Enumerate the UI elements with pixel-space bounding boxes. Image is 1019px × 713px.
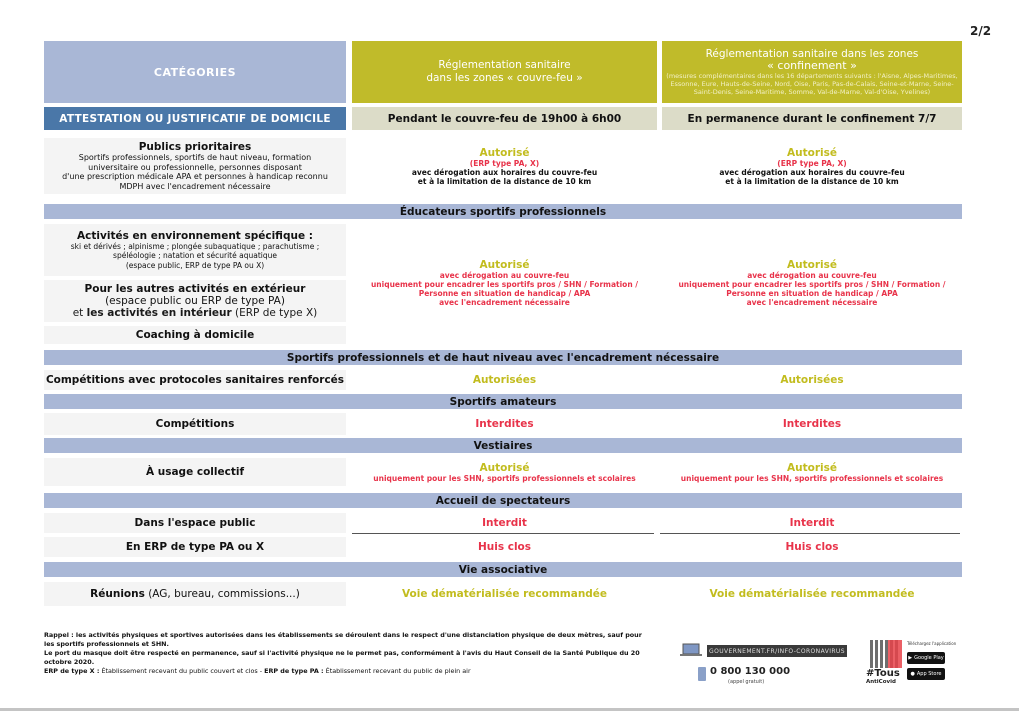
attestation-label: ATTESTATION OU JUSTIFICATIF DE DOMICILE (44, 107, 346, 130)
masque-note: Le port du masque doit être respecté en permanence, sauf si l'activité physique ne le permet pas, conformément à l'avis du Haut Conseil de la Santé Publique du 20 octobre 2020. (44, 649, 640, 666)
gov-url-link[interactable]: GOUVERNEMENT.FR/INFO-CORONAVIRUS (707, 645, 847, 657)
status-authorized: Autorisées (472, 374, 537, 386)
espace-public-cell (44, 513, 346, 533)
page-number: 2/2 (970, 24, 992, 38)
condition-line: avec dérogation au couvre-feu (439, 271, 570, 280)
autres-activites-line: et (72, 307, 87, 319)
erp-couvre-feu (352, 537, 657, 557)
env-specifique-line: ski et dérivés ; alpinisme ; plongée subaquatique ; parachutisme ; (70, 241, 320, 251)
reunions-label-bold: Réunions (90, 588, 145, 600)
condition-line: avec dérogation au couvre-feu (747, 271, 877, 280)
header-confinement (662, 41, 962, 103)
download-text: Téléchargez l'application (907, 641, 957, 646)
autres-activites-title: Pour les autres activités en extérieur (84, 283, 306, 295)
section-vie-associative: Vie associative (44, 562, 962, 577)
coaching-label: Coaching à domicile (135, 329, 255, 341)
status-forbidden: Interdites (475, 418, 534, 430)
phone-note: (appel gratuit) (728, 679, 765, 685)
confinement-hours: En permanence durant le confinement 7/7 (662, 107, 962, 130)
header-confinement-details: (mesures complémentaires dans les 16 départements suivants : l'Aisne, Alpes-Maritimes, Essonne, Eure, Hauts-de-Seine, Nord, Oise, Paris, Pas-de-Calais, Seine-et-Marne, Seine-Saint-Denis, Seine-Maritime, Somme, Val-de-Marne, Val-d'Oise, Yvelines) (666, 72, 958, 96)
status-recommended: Voie dématérialisée recommandée (401, 588, 608, 600)
erp-pa-label: ERP de type PA : (264, 667, 324, 675)
condition-line: uniquement pour les SHN, sportifs professionnels et scolaires (373, 473, 636, 483)
competitions-amateurs-label: Compétitions (155, 418, 235, 430)
phone-number[interactable]: 0 800 130 000 (710, 666, 791, 677)
vestiaires-couvre-feu (352, 458, 657, 486)
erp-note: (ERP type PA, X) (777, 158, 847, 168)
publics-desc-line: d'une prescription médicale APA et personnes à handicap reconnu (62, 172, 328, 181)
erp-cell (44, 537, 346, 557)
condition-line: uniquement pour les SHN, sportifs professionnels et scolaires (680, 473, 944, 483)
reunions-label-rest: (AG, bureau, commissions...) (144, 588, 300, 600)
status-huis-clos: Huis clos (785, 541, 839, 553)
status-huis-clos: Huis clos (477, 541, 532, 553)
condition-line: uniquement pour encadrer les sportifs pros / SHN / Formation / (678, 280, 946, 289)
competitions-amateurs-cell (44, 413, 346, 435)
status-authorized: Autorisé (787, 259, 837, 271)
espace-public-label: Dans l'espace public (134, 517, 256, 529)
footer-notes (44, 631, 654, 677)
env-specifique-line: spéléologie ; natation et sécurité aquatique (113, 251, 277, 261)
status-authorized: Autorisées (780, 374, 844, 386)
tous-label: #Tous (866, 668, 900, 679)
condition-line: et à la limitation de la distance de 10 km (725, 176, 899, 186)
autres-activites-bold: les activités en intérieur (86, 307, 232, 319)
condition-line: avec dérogation aux horaires du couvre-feu (411, 167, 598, 177)
status-forbidden: Interdit (482, 517, 527, 529)
apple-icon: ● (910, 671, 915, 677)
reunions-cell (44, 582, 346, 606)
laptop-icon (680, 643, 702, 657)
erp-confinement (662, 537, 962, 557)
autres-activites-cell (44, 280, 346, 322)
app-store-button[interactable] (907, 668, 945, 680)
publics-confinement-cell (662, 140, 962, 192)
condition-line: avec l'encadrement nécessaire (439, 298, 570, 307)
autres-activites-line: (espace public ou ERP de type PA) (105, 295, 285, 307)
header-confinement-line2: « confinement » (767, 59, 857, 72)
couvre-feu-hours: Pendant le couvre-feu de 19h00 à 6h00 (352, 107, 657, 130)
page-bottom-border (0, 708, 1019, 711)
publics-desc-line: MDPH avec l'encadrement nécessaire (119, 181, 271, 191)
condition-line: Personne en situation de handicap / APA (418, 289, 591, 298)
section-pros-hn: Sportifs professionnels et de haut niveau avec l'encadrement nécessaire (44, 350, 962, 365)
condition-line: avec l'encadrement nécessaire (746, 298, 878, 307)
reunions-confinement (662, 582, 962, 606)
autres-activites-line: (ERP de type X) (231, 307, 318, 319)
condition-line: et à la limitation de la distance de 10 km (417, 176, 592, 186)
reunions-couvre-feu (352, 582, 657, 606)
rappel-note: Rappel : les activités physiques et sportives autorisées dans les établissements se déroulent dans le respect d'une distanciation physique de deux mètres, sauf pour les sportifs professionnels et SHN. (44, 631, 642, 648)
vestiaires-confinement (662, 458, 962, 486)
condition-line: avec dérogation aux horaires du couvre-feu (719, 167, 905, 177)
publics-desc-line: Sportifs professionnels, sportifs de haut niveau, formation (78, 153, 312, 162)
env-specifique-line: (espace public, ERP de type PA ou X) (125, 260, 265, 270)
competitions-pros-label: Compétitions avec protocoles sanitaires renforcés (45, 374, 345, 386)
educateurs-confinement-cell (662, 252, 962, 314)
header-couvre-feu-line1: Réglementation sanitaire (438, 59, 571, 71)
publics-couvre-feu-cell (352, 140, 657, 192)
erp-label: En ERP de type PA ou X (125, 541, 265, 553)
status-forbidden: Interdites (782, 418, 842, 430)
educateurs-couvre-feu-cell (352, 252, 657, 314)
vestiaires-label: À usage collectif (145, 466, 245, 478)
section-spectateurs: Accueil de spectateurs (44, 493, 962, 508)
phone-icon (698, 667, 706, 681)
erp-note: (ERP type PA, X) (469, 158, 540, 168)
divider (660, 533, 960, 534)
env-specifique-title: Activités en environnement spécifique : (77, 229, 313, 242)
condition-line: Personne en situation de handicap / APA (726, 289, 898, 298)
env-specifique-cell (44, 224, 346, 276)
competitions-pros-confinement (662, 370, 962, 390)
coaching-cell (44, 326, 346, 344)
status-recommended: Voie dématérialisée recommandée (709, 588, 915, 600)
status-authorized: Autorisé (479, 146, 530, 159)
google-play-button[interactable] (907, 652, 945, 664)
qr-code-accent (888, 640, 902, 668)
espace-public-confinement (662, 513, 962, 533)
erp-x-label: ERP de type X : (44, 667, 100, 675)
espace-public-couvre-feu (352, 513, 657, 533)
google-play-label: Google Play (914, 655, 944, 661)
status-authorized: Autorisé (479, 259, 530, 271)
publics-prioritaires-title: Publics prioritaires (138, 141, 252, 153)
erp-x-text: Établissement recevant du public couvert et clos - (99, 667, 265, 675)
status-authorized: Autorisé (479, 461, 530, 474)
competitions-pros-cell (44, 370, 346, 390)
anticovid-label: AntiCovid (866, 679, 896, 685)
status-forbidden: Interdit (789, 517, 835, 529)
competitions-amateurs-couvre-feu (352, 413, 657, 435)
condition-line: uniquement pour encadrer les sportifs pros / SHN / Formation / (370, 280, 639, 289)
status-authorized: Autorisé (787, 461, 837, 474)
divider (352, 533, 654, 534)
header-categories: CATÉGORIES (44, 41, 346, 103)
erp-pa-text: Établissement recevant du public de plein air (323, 667, 471, 675)
competitions-pros-couvre-feu (352, 370, 657, 390)
vestiaires-cell (44, 458, 346, 486)
status-authorized: Autorisé (787, 146, 837, 159)
publics-desc-line: universitaire ou professionnelle, personnes disposant (88, 162, 302, 172)
play-icon: ▶ (908, 655, 913, 661)
section-vestiaires: Vestiaires (44, 438, 962, 453)
section-amateurs: Sportifs amateurs (44, 394, 962, 409)
competitions-amateurs-confinement (662, 413, 962, 435)
section-educateurs: Éducateurs sportifs professionnels (44, 204, 962, 219)
header-couvre-feu-line2: dans les zones « couvre-feu » (426, 72, 583, 84)
header-confinement-line1: Réglementation sanitaire dans les zones (705, 48, 919, 60)
header-couvre-feu (352, 41, 657, 103)
app-store-label: App Store (916, 671, 942, 677)
publics-prioritaires-cell (44, 138, 346, 194)
